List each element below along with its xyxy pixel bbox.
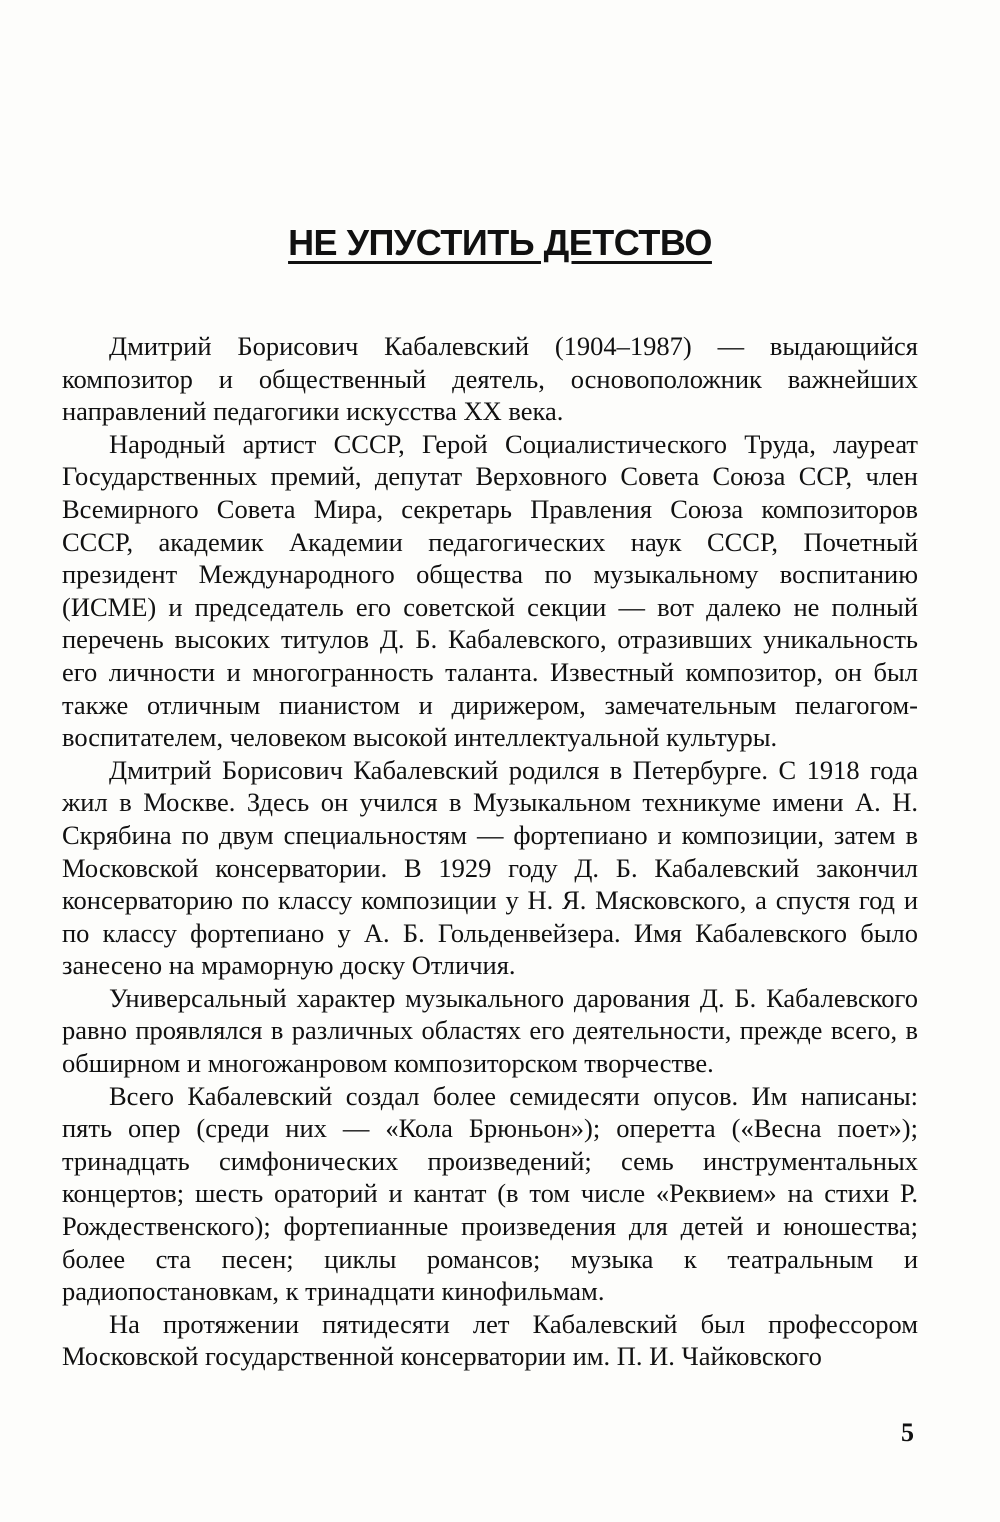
paragraph: Всего Кабалевский создал более семидесяти опусов. Им написаны: пять опер (среди них — «Кола Брюньон»); оперетта («Весна поет»); тринадцать симфонических произведений; семь инструментальных концертов; шесть ораторий и кантат (в том числе «Реквием» на стихи Р. Рождественского); фортепианные произведения для детей и юношества; более ста песен; циклы романсов; музыка к театральным и радиопостановкам, к тринадцати кинофильмам. xyxy=(62,1080,918,1307)
paragraph: Дмитрий Борисович Кабалевский (1904–1987) — выдающийся композитор и общественный деятель, основоположник важнейших направлений педагогики искусства XX века. xyxy=(62,331,918,427)
page-number: 5 xyxy=(901,1418,914,1447)
paragraph: На протяжении пятидесяти лет Кабалевский был профессором Московской государственной консерватории им. П. И. Чайковского xyxy=(62,1308,918,1372)
paragraph: Дмитрий Борисович Кабалевский родился в Петербурге. С 1918 года жил в Москве. Здесь он учился в Музыкальном техникуме имени А. Н. Скрябина по двум специальностям — фортепиано и композиции, затем в Московской консерватории. В 1929 году Д. Б. Кабалевский закончил консерваторию по классу композиции у Н. Я. Мясковского, а спустя год и по классу фортепиано у А. Б. Гольденвейзера. Имя Кабалевского было занесено на мраморную доску Отличия. xyxy=(62,754,918,981)
paragraph: Народный артист СССР, Герой Социалистического Труда, лауреат Государственных премий, депутат Верховного Совета Союза ССР, член Всемирного Совета Мира, секретарь Правления Союза композиторов СССР, академик Академии педагогических наук СССР, Почетный президент Международного общества по музыкальному воспитанию (ИСМЕ) и председатель его советской секции — вот далеко не полный перечень высоких титулов Д. Б. Кабалевского, отразивших уникальность его личности и многогранность таланта. Известный композитор, он был также отличным пианистом и дирижером, замечательным пелагогом-воспитателем, человеком высокой интеллектуальной культуры. xyxy=(62,428,918,753)
body-text xyxy=(62,330,918,1373)
chapter-title: НЕ УПУСТИТЬ ДЕТСТВО xyxy=(288,222,712,263)
paragraph: Универсальный характер музыкального дарования Д. Б. Кабалевского равно проявлялся в различных областях его деятельности, прежде всего, в обширном и многожанровом композиторском творчестве. xyxy=(62,982,918,1079)
